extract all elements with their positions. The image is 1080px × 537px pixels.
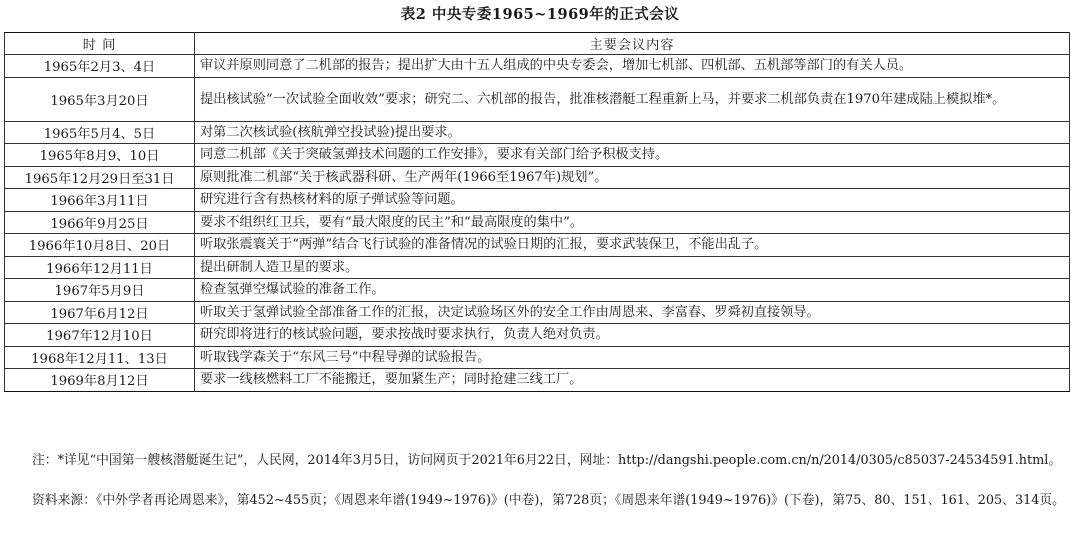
- meeting-date: 1965年12月29日至31日: [5, 166, 195, 189]
- meeting-date: 1966年12月11日: [5, 256, 195, 279]
- meeting-content: 原则批准二机部“关于核武器科研、生产两年(1966至1967年)规划”。: [195, 166, 1070, 189]
- table-row: [5, 346, 1070, 369]
- footnote: [4, 451, 1070, 470]
- table-row: [5, 301, 1070, 324]
- meeting-content: 研究即将进行的核试验问题，要求按战时要求执行，负责人绝对负责。: [195, 324, 1070, 347]
- meeting-content: 要求一线核燃料工厂不能搬迁，要加紧生产；同时抢建三线工厂。: [195, 369, 1070, 392]
- meeting-content: 听取张震寰关于“两弹”结合飞行试验的准备情况的试验日期的汇报，要求武装保卫，不能出乱子。: [195, 234, 1070, 257]
- table-row: [5, 189, 1070, 212]
- meeting-content: 听取关于氢弹试验全部准备工作的汇报，决定试验场区外的安全工作由周恩来、李富春、罗舜初直接领导。: [195, 301, 1070, 324]
- table-row: [5, 324, 1070, 347]
- meeting-date: 1965年8月9、10日: [5, 144, 195, 167]
- table-header-row: [5, 33, 1070, 55]
- meetings-table: [4, 32, 1070, 392]
- meeting-date: 1968年12月11、13日: [5, 346, 195, 369]
- table-row: [5, 211, 1070, 234]
- meeting-content: 研究进行含有热核材料的原子弹试验等问题。: [195, 189, 1070, 212]
- meeting-date: 1967年5月9日: [5, 279, 195, 302]
- table-row: [5, 279, 1070, 302]
- table-row: [5, 144, 1070, 167]
- footnote-text: 注：*详见“中国第一艘核潜艇诞生记”，人民网，2014年3月5日，访问网页于2021年6月22日，网址：http://dangshi.people.com.cn/n/2014/0305/c85037-24534591.html。: [32, 453, 1062, 468]
- meeting-date: 1967年6月12日: [5, 301, 195, 324]
- meeting-date: 1965年5月4、5日: [5, 121, 195, 144]
- table-row: [5, 166, 1070, 189]
- meeting-date: 1965年2月3、4日: [5, 55, 195, 78]
- table-row: [5, 77, 1070, 121]
- meeting-content: 检查氢弹空爆试验的准备工作。: [195, 279, 1070, 302]
- table-row: [5, 369, 1070, 392]
- meeting-content: 提出核试验“一次试验全面收效”要求；研究二、六机部的报告，批准核潜艇工程重新上马，并要求二机部负责在1970年建成陆上模拟堆*。: [195, 77, 1070, 121]
- meeting-date: 1969年8月12日: [5, 369, 195, 392]
- meeting-content: 听取钱学森关于“东风三号”中程导弹的试验报告。: [195, 346, 1070, 369]
- table-row: [5, 55, 1070, 78]
- table-row: [5, 256, 1070, 279]
- table-caption: 表2 中央专委1965~1969年的正式会议: [400, 6, 680, 23]
- meeting-date: 1966年3月11日: [5, 189, 195, 212]
- source-note-text: 资料来源：《中外学者再论周恩来》，第452~455页；《周恩来年谱(1949~1976)》(中卷)，第728页；《周恩来年谱(1949~1976)》(下卷)，第75、80、151、161、205、314页。: [32, 493, 1065, 508]
- meeting-content: 审议并原则同意了二机部的报告；提出扩大由十五人组成的中央专委会，增加七机部、四机部、五机部等部门的有关人员。: [195, 55, 1070, 78]
- table-row: [5, 121, 1070, 144]
- meeting-date: 1967年12月10日: [5, 324, 195, 347]
- meeting-date: 1966年9月25日: [5, 211, 195, 234]
- source-note: [4, 491, 1070, 510]
- meeting-date: 1965年3月20日: [5, 77, 195, 121]
- meeting-content: 要求不组织红卫兵，要有“最大限度的民主”和“最高限度的集中”。: [195, 211, 1070, 234]
- table-row: [5, 234, 1070, 257]
- meeting-date: 1966年10月8日、20日: [5, 234, 195, 257]
- column-header-content: 主要会议内容: [195, 33, 1070, 55]
- meeting-content: 对第二次核试验(核航弹空投试验)提出要求。: [195, 121, 1070, 144]
- column-header-date: 时 间: [5, 33, 195, 55]
- meeting-content: 提出研制人造卫星的要求。: [195, 256, 1070, 279]
- meeting-content: 同意二机部《关于突破氢弹技术问题的工作安排》，要求有关部门给予积极支持。: [195, 144, 1070, 167]
